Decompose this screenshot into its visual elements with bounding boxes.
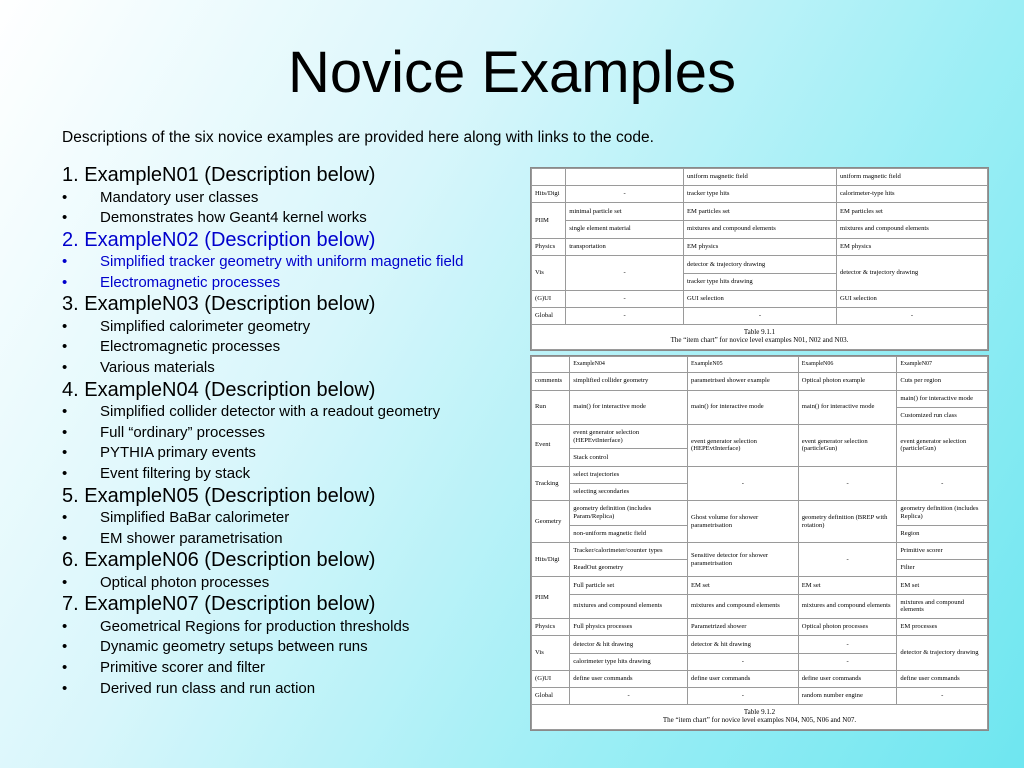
bullet-text: Geometrical Regions for production thresholds xyxy=(100,617,410,635)
item-chart-table-2 xyxy=(530,355,989,731)
table-cell: EM set xyxy=(688,577,799,594)
bullet-text: Electromagnetic processes xyxy=(100,338,281,356)
table-cell: Sensitive detector for shower parametrisation xyxy=(688,542,799,577)
table-cell: EM physics xyxy=(683,238,836,256)
table-cell: - xyxy=(566,290,684,308)
table-row xyxy=(532,542,988,559)
bullet-icon: • xyxy=(62,529,68,547)
bullet-item xyxy=(62,317,532,338)
table-cell: Tracker/calorimeter/counter types xyxy=(570,542,688,559)
table-row xyxy=(532,594,988,618)
bullet-item xyxy=(62,188,532,209)
bullet-icon: • xyxy=(62,638,68,656)
bullet-item xyxy=(62,337,532,358)
bullet-text: Demonstrates how Geant4 kernel works xyxy=(100,209,367,227)
table-cell: mixtures and compound elements xyxy=(683,220,836,238)
bullet-text: Optical photon processes xyxy=(100,573,270,591)
bullet-icon: • xyxy=(62,403,68,421)
bullet-text: EM shower parametrisation xyxy=(100,529,283,547)
table-cell: EM set xyxy=(798,577,897,594)
table-row xyxy=(532,308,988,325)
table-cell: Primitive scorer xyxy=(897,542,988,559)
table-row xyxy=(532,256,988,274)
table-cell: - xyxy=(798,653,897,670)
example-heading: 5. ExampleN05 (Description below) xyxy=(62,484,376,507)
table-cell: EM processes xyxy=(897,619,988,636)
bullet-icon: • xyxy=(62,444,68,462)
bullet-item xyxy=(62,679,532,700)
table-cell xyxy=(532,357,570,373)
table-cell: Region xyxy=(897,525,988,542)
table-cell: uniform magnetic field xyxy=(836,169,987,186)
row-label: Event xyxy=(532,425,570,467)
table-cell: Optical photon processes xyxy=(798,619,897,636)
table-cell: - xyxy=(798,636,897,653)
caption-number: Table 9.1.2 xyxy=(743,708,776,717)
caption-text: The “item chart” for novice level examples N01, N02 and N03. xyxy=(670,335,849,344)
bullet-text: Simplified BaBar calorimeter xyxy=(100,509,290,527)
example-heading: 4. ExampleN04 (Description below) xyxy=(62,378,376,401)
row-label: Physics xyxy=(532,619,570,636)
table-cell: event generator selection (particleGun) xyxy=(897,425,988,467)
table-cell: detector & hit drawing xyxy=(688,636,799,653)
bullet-text: Simplified collider detector with a readout geometry xyxy=(100,403,441,421)
bullet-item xyxy=(62,617,532,638)
table-cell: - xyxy=(688,653,799,670)
example-heading: 1. ExampleN01 (Description below) xyxy=(62,164,376,186)
table-row xyxy=(532,357,988,373)
bullet-item xyxy=(62,208,532,229)
table-cell: calorimeter-type hits xyxy=(836,185,987,203)
bullet-item xyxy=(62,658,532,679)
table-cell: tracker type hits drawing xyxy=(683,274,836,291)
table-row xyxy=(532,220,988,238)
example-heading: 3. ExampleN03 (Description below) xyxy=(62,293,376,316)
bullet-icon: • xyxy=(62,253,68,271)
table-cell: detector & trajectory drawing xyxy=(897,636,988,671)
bullet-item xyxy=(62,402,532,423)
table-cell: Full physics processes xyxy=(570,619,688,636)
table-cell: uniform magnetic field xyxy=(683,169,836,186)
column-header: ExampleN05 xyxy=(688,357,799,373)
row-label: Vis xyxy=(532,256,566,290)
row-label: Global xyxy=(532,688,570,705)
bullet-text: Full “ordinary” processes xyxy=(100,423,266,441)
bullet-item xyxy=(62,637,532,658)
bullet-item xyxy=(62,423,532,444)
table-cell: event generator selection (HEPEvtInterface) xyxy=(688,425,799,467)
table-row xyxy=(532,185,988,203)
column-header: ExampleN06 xyxy=(798,357,897,373)
table-cell: Optical photon example xyxy=(798,373,897,390)
column-header: ExampleN07 xyxy=(897,357,988,373)
table-cell: simplified collider geometry xyxy=(570,373,688,390)
table-cell: minimal particle set xyxy=(566,203,684,221)
table-row xyxy=(532,577,988,594)
bullet-text: Various materials xyxy=(100,359,215,377)
row-label: Run xyxy=(532,390,570,425)
table-row xyxy=(532,290,988,308)
table-cell: detector & hit drawing xyxy=(570,636,688,653)
bullet-text: Mandatory user classes xyxy=(100,188,259,206)
table-caption-row xyxy=(532,324,988,349)
bullet-icon: • xyxy=(62,188,68,206)
table-cell: mixtures and compound elements xyxy=(570,594,688,618)
table-cell: tracker type hits xyxy=(683,185,836,203)
table-cell: EM set xyxy=(897,577,988,594)
bullet-icon: • xyxy=(62,679,68,697)
table-cell: detector & trajectory drawing xyxy=(836,256,987,290)
table-cell: mixtures and compound elements xyxy=(836,220,987,238)
table-cell: detector & trajectory drawing xyxy=(683,256,836,274)
table-cell: - xyxy=(798,466,897,501)
table-row xyxy=(532,203,988,221)
example-heading: 7. ExampleN07 (Description below) xyxy=(62,593,376,616)
caption-number: Table 9.1.1 xyxy=(743,328,776,337)
table-cell: event generator selection (particleGun) xyxy=(798,425,897,467)
table-cell: mixtures and compound elements xyxy=(897,594,988,618)
column-header: ExampleN04 xyxy=(570,357,688,373)
bullet-text: Dynamic geometry setups between runs xyxy=(100,638,368,656)
table-cell: define user commands xyxy=(688,670,799,687)
table-row xyxy=(532,238,988,256)
table-caption xyxy=(532,705,988,730)
table-cell: - xyxy=(897,466,988,501)
bullet-icon: • xyxy=(62,338,68,356)
bullet-item xyxy=(62,529,532,550)
table-cell: transportation xyxy=(566,238,684,256)
table-caption xyxy=(532,324,988,349)
table-cell: - xyxy=(566,256,684,290)
table-cell: - xyxy=(566,308,684,325)
table-cell: define user commands xyxy=(570,670,688,687)
table-cell: main() for interactive mode xyxy=(688,390,799,425)
table-cell: main() for interactive mode xyxy=(798,390,897,425)
bullet-text: Simplified tracker geometry with uniform magnetic field xyxy=(100,253,464,271)
row-label: (G)UI xyxy=(532,290,566,308)
table-cell: define user commands xyxy=(897,670,988,687)
table-row xyxy=(532,619,988,636)
bullet-text: Simplified calorimeter geometry xyxy=(100,317,311,335)
table-cell: GUI selection xyxy=(836,290,987,308)
bullet-icon: • xyxy=(62,209,68,227)
row-label: Physics xyxy=(532,238,566,256)
bullet-item xyxy=(62,573,532,594)
table-cell: - xyxy=(836,308,987,325)
table-cell: Full particle set xyxy=(570,577,688,594)
table-cell: - xyxy=(566,185,684,203)
table-cell: selecting secondaries xyxy=(570,483,688,500)
table-cell: non-uniform magnetic field xyxy=(570,525,688,542)
table-cell: - xyxy=(683,308,836,325)
bullet-icon: • xyxy=(62,423,68,441)
bullet-text: Derived run class and run action xyxy=(100,679,316,697)
table-cell: - xyxy=(798,542,897,577)
table-cell: Ghost volume for shower parametrisation xyxy=(688,501,799,543)
table-row xyxy=(532,670,988,687)
bullet-icon: • xyxy=(62,273,68,291)
table-cell: define user commands xyxy=(798,670,897,687)
example-heading: 6. ExampleN06 (Description below) xyxy=(62,549,376,572)
row-label: Hits/Digi xyxy=(532,185,566,203)
bullet-item xyxy=(62,252,532,273)
bullet-icon: • xyxy=(62,617,68,635)
bullet-text: Electromagnetic processes xyxy=(100,273,281,291)
table-cell: geometry definition (includes Replica) xyxy=(897,501,988,525)
bullet-icon: • xyxy=(62,573,68,591)
table-cell: ReadOut geometry xyxy=(570,560,688,577)
slide-subtitle: Descriptions of the six novice examples are provided here along with links to the code. xyxy=(62,129,654,146)
table-cell: GUI selection xyxy=(683,290,836,308)
example-heading: 2. ExampleN02 (Description below) xyxy=(62,228,376,251)
row-label: comments xyxy=(532,373,570,390)
table-cell xyxy=(566,169,684,186)
table-cell: mixtures and compound elements xyxy=(798,594,897,618)
table-cell: random number engine xyxy=(798,688,897,705)
table-cell: geometry definition (includes Param/Replica) xyxy=(570,501,688,525)
table-cell: - xyxy=(688,466,799,501)
bullet-item xyxy=(62,464,532,485)
row-label: Geometry xyxy=(532,501,570,543)
table-cell: EM particles set xyxy=(836,203,987,221)
table-cell: Customized run class xyxy=(897,407,988,424)
row-label: (G)UI xyxy=(532,670,570,687)
slide-title: Novice Examples xyxy=(287,40,737,105)
table-cell: mixtures and compound elements xyxy=(688,594,799,618)
row-label: Tracking xyxy=(532,466,570,501)
table-cell: Stack control xyxy=(570,449,688,466)
bullet-item xyxy=(62,508,532,529)
table-cell: main() for interactive mode xyxy=(897,390,988,407)
bullet-icon: • xyxy=(62,659,68,676)
table-row xyxy=(532,425,988,449)
table-cell: Cuts per region xyxy=(897,373,988,390)
bullet-icon: • xyxy=(62,359,68,377)
table-cell: EM physics xyxy=(836,238,987,256)
table-cell: EM particles set xyxy=(683,203,836,221)
table-cell: Filter xyxy=(897,560,988,577)
table-row xyxy=(532,688,988,705)
examples-outline xyxy=(62,164,532,699)
table-cell xyxy=(532,169,566,186)
caption-text: The “item chart” for novice level examples N04, N05, N06 and N07. xyxy=(662,716,857,725)
row-label: Global xyxy=(532,308,566,325)
bullet-icon: • xyxy=(62,464,68,482)
table-row xyxy=(532,373,988,390)
bullet-icon: • xyxy=(62,317,68,335)
table-cell: calorimeter type hits drawing xyxy=(570,653,688,670)
bullet-item xyxy=(62,273,532,294)
row-label: Vis xyxy=(532,636,570,671)
table-row xyxy=(532,466,988,483)
bullet-icon: • xyxy=(62,509,68,527)
table-cell: - xyxy=(688,688,799,705)
item-chart-table-1 xyxy=(530,167,989,351)
table-cell: main() for interactive mode xyxy=(570,390,688,425)
table-cell: single element material xyxy=(566,220,684,238)
table-cell: select trajectories xyxy=(570,466,688,483)
bullet-item xyxy=(62,443,532,464)
bullet-text: PYTHIA primary events xyxy=(100,444,256,462)
row-label: Hits/Digi xyxy=(532,542,570,577)
table-cell: event generator selection (HEPEvtInterface) xyxy=(570,425,688,449)
table-row xyxy=(532,169,988,186)
table-cell: - xyxy=(897,688,988,705)
table-cell: geometry definition (BREP with rotation) xyxy=(798,501,897,543)
row-label: PIIM xyxy=(532,577,570,619)
table-cell: Parametrized shower xyxy=(688,619,799,636)
row-label: PIIM xyxy=(532,203,566,238)
table-cell: - xyxy=(570,688,688,705)
table-row xyxy=(532,636,988,653)
table-caption-row xyxy=(532,705,988,730)
table-row xyxy=(532,390,988,407)
table-row xyxy=(532,501,988,525)
bullet-text: Event filtering by stack xyxy=(100,464,251,482)
bullet-item xyxy=(62,358,532,379)
table-cell: parametrised shower example xyxy=(688,373,799,390)
bullet-text: Primitive scorer and filter xyxy=(100,659,266,676)
